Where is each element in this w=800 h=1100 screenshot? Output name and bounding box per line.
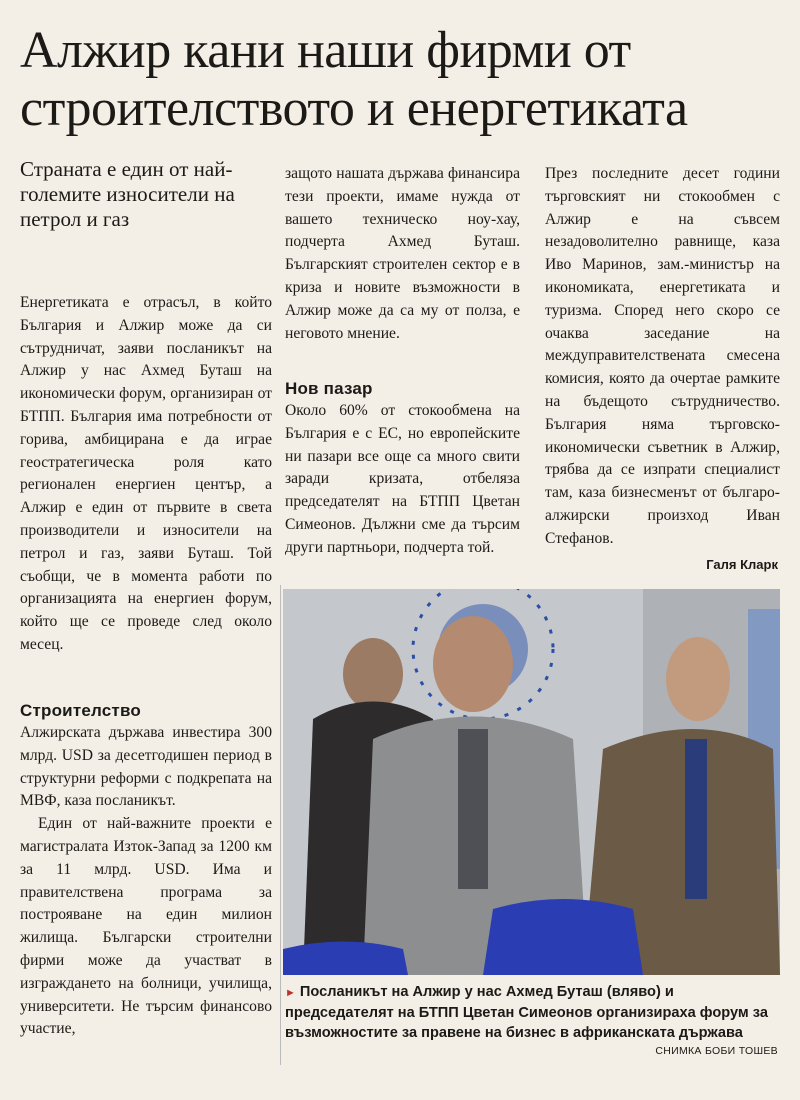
photo-illustration xyxy=(283,589,780,975)
person-center-tie xyxy=(458,729,488,889)
byline: Галя Кларк xyxy=(706,557,778,572)
column-divider xyxy=(280,585,281,1065)
paragraph: Енергетиката е отрасъл, в който България и Алжир може да си сътрудничат, заяви посланикът на Алжир у нас Ахмед Буташ на икономически форум, организиран от БТПП. България има потребности от горива, амбицирана е да играе геостратегическа роля като регионален енергиен център, а Алжир е един от първите в света производители и износители на петрол и газ, заяви Буташ. Той съобщи, че в момента работи по организацията на енергиен форум, който ще се проведе след около месец. xyxy=(20,294,272,653)
person-center-head xyxy=(433,616,513,712)
caption-arrow-icon: ► xyxy=(285,987,296,999)
paragraph: защото нашата държава финансира тези проекти, имаме нужда от вашето техническо ноу-хау, подчерта Ахмед Буташ. Българският строителен сектор е в криза и новите възможности в Алжир може да са му от полза, е неговото мнение. xyxy=(285,165,520,342)
paragraph: Около 60% от стокообмена на България е с ЕС, но европейските ни пазари все още са много свити заради кризата, отбеляза председателят на БТПП Цветан Симеонов. Дължни сме да търсим други партньори, подчерта той. xyxy=(285,402,520,556)
headline: Алжир кани наши фирми от строителството и енергетиката xyxy=(20,22,688,137)
photo-credit: СНИМКА БОБИ ТОШЕВ xyxy=(655,1045,778,1057)
paragraph: Един от най-важните проекти е магистралата Изток-Запад за 1200 км за 11 млрд. USD. Има и правителствена програма за построяване на един милион жилища. Български строителни фирми може да участват в изграждането на болници, училища, университети. Не търсим финансово участие, xyxy=(20,815,272,1038)
subheading-construction: Строителство xyxy=(20,701,141,720)
column-1-top xyxy=(20,292,272,657)
subheading-new-market: Нов пазар xyxy=(285,379,373,398)
person-left-head xyxy=(343,638,403,710)
column-3 xyxy=(545,163,780,551)
deck-subtitle: Страната е един от най-големите износители на петрол и газ xyxy=(20,157,235,231)
person-right-tie xyxy=(685,739,707,899)
paragraph: Алжирската държава инвестира 300 млрд. USD за десетгодишен период в структурни реформи с подкрепата на МВФ, каза посланикът. xyxy=(20,724,272,810)
blue-chair xyxy=(483,899,643,975)
column-2-top xyxy=(285,163,520,345)
column-1-bottom xyxy=(20,700,272,1041)
photo-caption xyxy=(285,982,780,1043)
blue-chair-left xyxy=(283,942,408,976)
person-right-head xyxy=(666,637,730,721)
paragraph: През последните десет години търговският ни стокообмен с Алжир е на съвсем незадоволително равнище, каза Иво Маринов, зам.-министър на икономиката, енергетиката и туризма. Според него скоро се очаква заседание на междуправителствената смесена комисия, която да очертае рамките на бъдещото сътрудничество. България няма търговско-икономически съветник в Алжир, трябва да се изпрати специалист там, каза бизнесменът от българо-алжирски произход Иван Стефанов. xyxy=(545,165,780,547)
news-photo xyxy=(283,589,780,975)
caption-text: Посланикът на Алжир у нас Ахмед Буташ (вляво) и председателят на БТПП Цветан Симеонов организираха форум за възможностите за правене на бизнес в африканската държава xyxy=(285,984,768,1041)
column-2-bottom xyxy=(285,378,520,560)
